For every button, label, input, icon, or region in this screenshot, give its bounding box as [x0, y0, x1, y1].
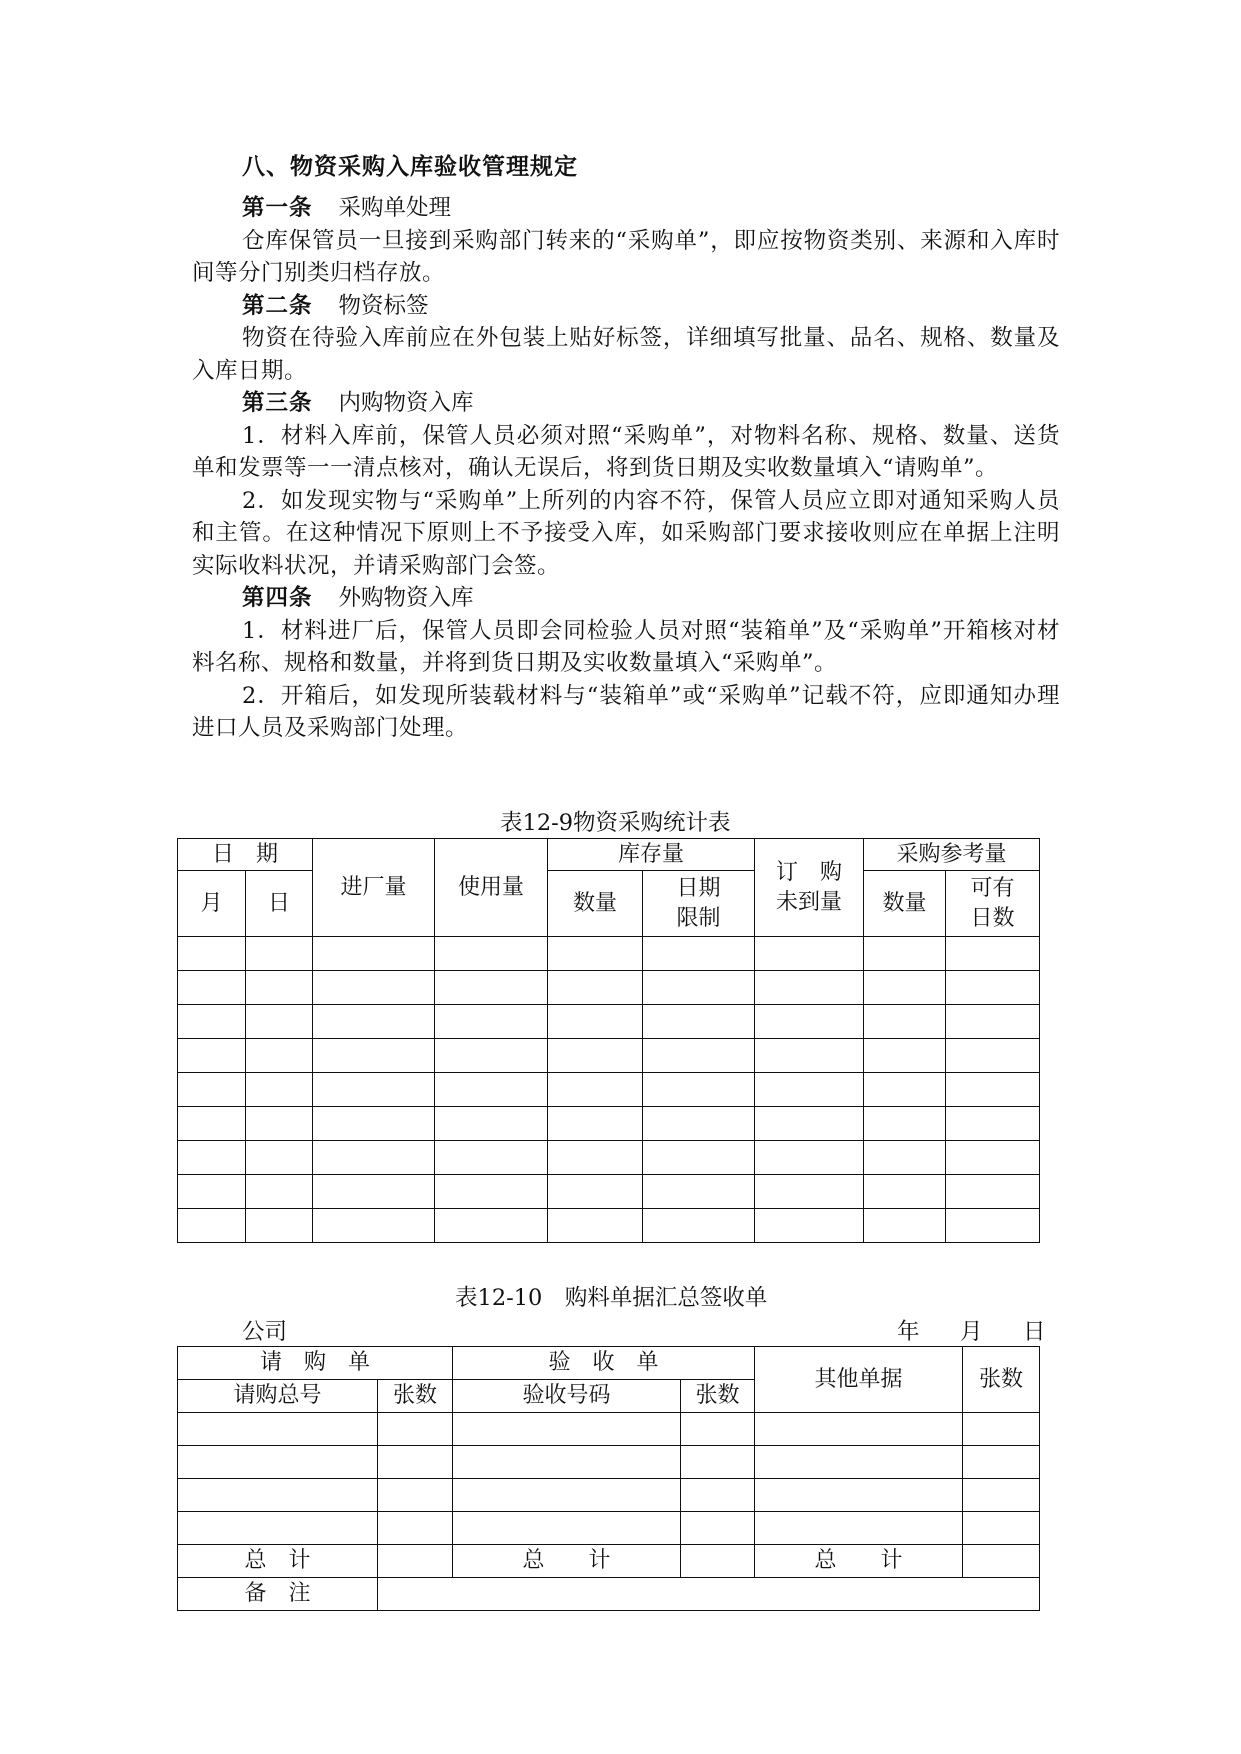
table-cell: [946, 971, 1040, 1005]
table-cell: [681, 1413, 755, 1446]
header-stock: 库存量: [548, 839, 755, 871]
table-cell: [946, 1209, 1040, 1243]
header-other-count: 张数: [963, 1347, 1040, 1413]
header-request: 请 购 单: [178, 1347, 453, 1380]
table-cell: [435, 1141, 548, 1175]
article-3-heading: [192, 387, 1060, 420]
table-cell: [178, 1479, 378, 1512]
table-cell: [313, 937, 435, 971]
header-stock-qty: 数量: [548, 871, 643, 937]
table-cell: [946, 1073, 1040, 1107]
table-cell: [946, 1039, 1040, 1073]
header-ordered-line2: 未到量: [776, 889, 843, 915]
table2-caption: 表12-10 购料单据汇总签收单: [455, 1285, 768, 1311]
table-cell: [435, 1209, 548, 1243]
table-cell: [178, 1413, 378, 1446]
table-cell: [755, 1446, 963, 1479]
table-row: [178, 1141, 1040, 1175]
table-cell: [548, 1141, 643, 1175]
table-cell: [453, 1512, 681, 1545]
request-total-value: [378, 1545, 453, 1578]
table-cell: [643, 971, 755, 1005]
header-date: 日 期: [178, 839, 313, 871]
table-row: [178, 1005, 1040, 1039]
table-cell: [643, 1141, 755, 1175]
table-row: [178, 971, 1040, 1005]
header-stock-date-line2: 限制: [676, 905, 721, 931]
company-label: 公司: [242, 1319, 288, 1345]
table-row: [178, 1107, 1040, 1141]
table-cell: [178, 1039, 246, 1073]
table-cell: [755, 1107, 864, 1141]
table-cell: [378, 1413, 453, 1446]
date-year-label: 年: [897, 1319, 920, 1345]
table-cell: [313, 1107, 435, 1141]
table-cell: [435, 1073, 548, 1107]
date-month-label: 月: [960, 1319, 983, 1345]
article-1-heading: [192, 192, 1060, 225]
purchase-statistics-table: [177, 838, 1040, 1243]
table-cell: [548, 937, 643, 971]
table-cell: [643, 1005, 755, 1039]
header-stock-date: [643, 871, 755, 937]
table-cell: [681, 1512, 755, 1545]
table-cell: [946, 937, 1040, 971]
table-cell: [864, 971, 946, 1005]
date-day-label: 日: [1023, 1319, 1046, 1345]
remark-row: [178, 1578, 1040, 1611]
table-cell: [453, 1413, 681, 1446]
article-title: 外购物资入库: [338, 585, 474, 611]
receive-total-label: 总 计: [453, 1545, 681, 1578]
total-row: [178, 1545, 1040, 1578]
table-cell: [548, 971, 643, 1005]
header-ref-days-line1: 可有: [970, 875, 1015, 901]
table-cell: [755, 937, 864, 971]
header-request-no: 请购总号: [178, 1380, 378, 1413]
article-paragraph: 2．开箱后，如发现所装载材料与“装箱单”或“采购单”记载不符，应即通知办理进口人员及采购部门处理。: [192, 682, 1060, 741]
table-cell: [178, 1107, 246, 1141]
table-cell: [755, 971, 864, 1005]
table-cell: [946, 1005, 1040, 1039]
page-title: 八、物资采购入库验收管理规定: [242, 153, 578, 180]
table-cell: [643, 937, 755, 971]
header-ref-days: [946, 871, 1040, 937]
other-total-value: [963, 1545, 1040, 1578]
table-cell: [453, 1479, 681, 1512]
header-ref-days-line2: 日数: [970, 905, 1015, 931]
table-cell: [435, 971, 548, 1005]
receive-total-value: [681, 1545, 755, 1578]
header-reference: 采购参考量: [864, 839, 1040, 871]
table-cell: [681, 1446, 755, 1479]
table-row: [178, 1073, 1040, 1107]
table-cell: [963, 1479, 1040, 1512]
table-cell: [435, 1107, 548, 1141]
table-cell: [755, 1512, 963, 1545]
table-cell: [864, 1073, 946, 1107]
table-cell: [755, 1413, 963, 1446]
table-cell: [643, 1107, 755, 1141]
article-paragraph: 仓库保管员一旦接到采购部门转来的“采购单”，即应按物资类别、来源和入库时间等分门别类归档存放。: [192, 227, 1060, 286]
header-ref-qty: 数量: [864, 871, 946, 937]
table-cell: [178, 1005, 246, 1039]
article-label: 第一条: [242, 195, 313, 221]
article-paragraph: 1．材料入库前，保管人员必须对照“采购单”，对物料名称、规格、数量、送货单和发票等一一清点核对，确认无误后，将到货日期及实收数量填入“请购单”。: [192, 422, 1060, 481]
table-cell: [755, 1175, 864, 1209]
table-cell: [178, 1175, 246, 1209]
table-cell: [864, 1175, 946, 1209]
request-total-label: 总 计: [178, 1545, 378, 1578]
table-cell: [643, 1039, 755, 1073]
header-receive-count: 张数: [681, 1380, 755, 1413]
table-cell: [864, 1209, 946, 1243]
table-cell: [548, 1039, 643, 1073]
table-cell: [963, 1413, 1040, 1446]
other-total-label: 总 计: [755, 1545, 963, 1578]
header-stock-date-line1: 日期: [676, 875, 721, 901]
table-cell: [755, 1479, 963, 1512]
article-2-heading: [192, 290, 1060, 323]
article-body: [192, 192, 1060, 745]
table-cell: [246, 1039, 313, 1073]
table-cell: [548, 1107, 643, 1141]
table-cell: [643, 1209, 755, 1243]
table-cell: [178, 971, 246, 1005]
table-cell: [643, 1175, 755, 1209]
table-cell: [313, 1209, 435, 1243]
table-cell: [435, 1175, 548, 1209]
table-cell: [178, 1512, 378, 1545]
table-cell: [313, 971, 435, 1005]
table-row: [178, 1039, 1040, 1073]
table-cell: [246, 937, 313, 971]
article-title: 物资标签: [338, 292, 429, 319]
table-cell: [178, 1141, 246, 1175]
table-cell: [864, 1039, 946, 1073]
table-row: [178, 1446, 1040, 1479]
table-cell: [453, 1446, 681, 1479]
header-day: 日: [246, 871, 313, 937]
header-ordered-line1: 订 购: [776, 859, 843, 885]
table1-caption: 表12-9物资采购统计表: [500, 810, 731, 836]
table-cell: [378, 1446, 453, 1479]
table-cell: [548, 1209, 643, 1243]
table-row: [178, 1512, 1040, 1545]
header-receive-no: 验收号码: [453, 1380, 681, 1413]
table-cell: [378, 1512, 453, 1545]
table-cell: [178, 1073, 246, 1107]
remark-label: 备 注: [178, 1578, 378, 1611]
table-cell: [246, 1107, 313, 1141]
article-paragraph: 1．材料进厂后，保管人员即会同检验人员对照“装箱单”及“采购单”开箱核对材料名称、规格和数量，并将到货日期及实收数量填入“采购单”。: [192, 617, 1060, 676]
article-label: 第二条: [242, 292, 313, 319]
table-cell: [246, 1073, 313, 1107]
table-cell: [548, 1073, 643, 1107]
table-cell: [313, 1141, 435, 1175]
remark-value: [378, 1578, 1040, 1611]
table-cell: [946, 1141, 1040, 1175]
table-cell: [946, 1175, 1040, 1209]
article-paragraph: 物资在待验入库前应在外包装上贴好标签，详细填写批量、品名、规格、数量及入库日期。: [192, 325, 1060, 384]
article-4-heading: [192, 582, 1060, 615]
header-incoming: 进厂量: [313, 839, 435, 937]
table-cell: [864, 1141, 946, 1175]
header-request-count: 张数: [378, 1380, 453, 1413]
table-cell: [864, 937, 946, 971]
table-row: [178, 937, 1040, 971]
table-cell: [313, 1005, 435, 1039]
article-label: 第四条: [242, 585, 313, 611]
header-receive: 验 收 单: [453, 1347, 755, 1380]
article-title: 内购物资入库: [338, 390, 474, 416]
header-other: 其他单据: [755, 1347, 963, 1413]
table-cell: [548, 1175, 643, 1209]
table-cell: [178, 1209, 246, 1243]
table-cell: [313, 1039, 435, 1073]
table-row: [178, 1479, 1040, 1512]
table-cell: [864, 1107, 946, 1141]
table-cell: [963, 1446, 1040, 1479]
table-cell: [435, 1005, 548, 1039]
table-cell: [681, 1479, 755, 1512]
table-cell: [755, 1073, 864, 1107]
article-title: 采购单处理: [338, 195, 452, 221]
header-usage: 使用量: [435, 839, 548, 937]
table-cell: [313, 1073, 435, 1107]
article-label: 第三条: [242, 390, 313, 416]
table-cell: [246, 1209, 313, 1243]
table-cell: [963, 1512, 1040, 1545]
table-cell: [864, 1005, 946, 1039]
table-cell: [755, 1209, 864, 1243]
table-cell: [246, 1005, 313, 1039]
table-row: [178, 1209, 1040, 1243]
table-cell: [246, 971, 313, 1005]
table-row: [178, 1413, 1040, 1446]
header-month: 月: [178, 871, 246, 937]
table-cell: [178, 1446, 378, 1479]
article-paragraph: 2．如发现实物与“采购单”上所列的内容不符，保管人员应立即对通知采购人员和主管。在这种情况下原则上不予接受入库，如采购部门要求接收则应在单据上注明实际收料状况，并请采购部门会签。: [192, 487, 1060, 579]
table-cell: [643, 1073, 755, 1107]
table-cell: [246, 1141, 313, 1175]
table-cell: [946, 1107, 1040, 1141]
table-cell: [435, 937, 548, 971]
table-cell: [246, 1175, 313, 1209]
table-cell: [435, 1039, 548, 1073]
purchase-receipt-summary-table: [177, 1346, 1040, 1611]
table-cell: [178, 937, 246, 971]
header-ordered: [755, 839, 864, 937]
table-row: [178, 1175, 1040, 1209]
table-cell: [755, 1141, 864, 1175]
table-cell: [313, 1175, 435, 1209]
table-cell: [755, 1039, 864, 1073]
table-cell: [548, 1005, 643, 1039]
table-cell: [755, 1005, 864, 1039]
table-cell: [378, 1479, 453, 1512]
